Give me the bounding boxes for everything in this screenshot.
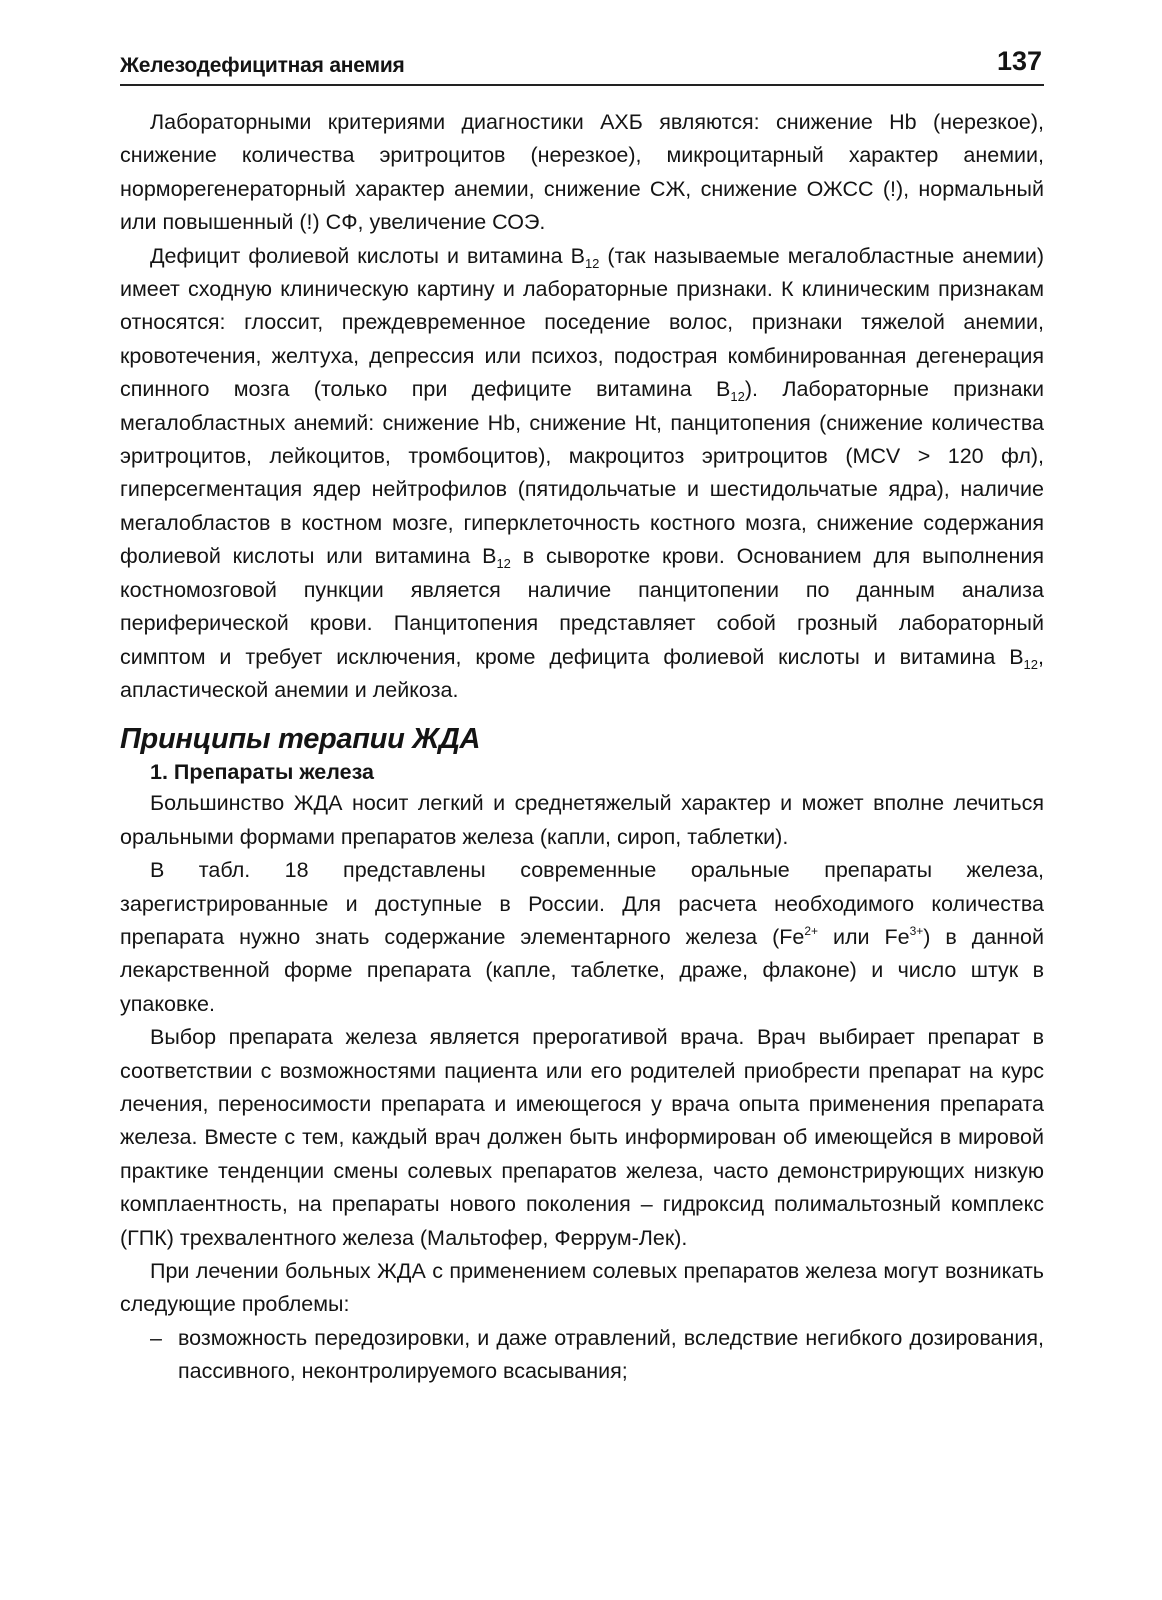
- text-run: Дефицит фолиевой кислоты и витамина B: [150, 243, 585, 268]
- superscript: 2+: [804, 923, 819, 938]
- text-run: (так называемые мегалобластные анемии) имеет сходную клиническую картину и лабораторные признаки. К клиническим признакам относятся: глоссит, преждевременное поседение волос, признаки тяжелой анемии, кровотечения, желтуха, депрессия или психоз, подострая комбинированная дегенерация спинного мозга (только при дефиците витамина B: [120, 243, 1045, 402]
- problems-list: [120, 1322, 1044, 1389]
- page-number: 137: [996, 46, 1042, 76]
- section-heading: Принципы терапии ЖДА: [120, 723, 481, 756]
- list-dash: –: [150, 1325, 162, 1350]
- text-run: , апластической анемии и лейкоза.: [120, 644, 1044, 702]
- text-run: в сыворотке крови. Основанием для выполнения костномозговой пункции является наличие панцитопении по данным анализа периферической крови. Панцитопения представляет собой грозный лабораторный симптом и требует исключения, кроме дефицита фолиевой кислоты и витамина B: [120, 544, 1044, 669]
- text-run: ). Лабораторные признаки мегалобластных анемий: снижение Hb, снижение Ht, панцитопения (снижение количества эритроцитов, лейкоцитов, тромбоцитов), макроцитоз эритроцитов (MCV > 120 фл), гиперсегментация ядер нейтрофилов (пятидольчатые и шестидольчатые ядра), наличие мегалобластов в костном мозге, гиперклеточность костного мозга, снижение содержания фолиевой кислоты или витамина B: [120, 377, 1044, 569]
- paragraph-drug-choice: Выбор препарата железа является прерогативой врача. Врач выбирает препарат в соответствии с возможностями пациента или его родителей приобрести препарат на курс лечения, переносимости препарата и имеющегося у врача опыта применения препарата железа. Вместе с тем, каждый врач должен быть информирован об имеющейся в мировой практике тенденции смены солевых препаратов железа, часто демонстрирующих низкую комплаентность, на препараты нового поколения – гидроксид полимальтозный комплекс (ГПК) трехвалентного железа (Мальтофер, Феррум-Лек).: [120, 1025, 1044, 1250]
- paragraph-megaloblastic-anemia: [120, 240, 1044, 708]
- superscript: 3+: [909, 923, 924, 938]
- page-body: [120, 106, 1044, 1389]
- subheading: 1. Препараты железа: [150, 760, 374, 785]
- subscript: 12: [730, 389, 745, 405]
- text-run: В табл. 18 представлены современные оральные препараты железа, зарегистрированные и доступные в России. Для расчета необходимого количества препарата нужно знать содержание элементарного железа (Fe: [120, 858, 1044, 949]
- subscript: 12: [1023, 656, 1039, 672]
- text-run: ) в данной лекарственной форме препарата (капле, таблетке, драже, флаконе) и число штук в упаковке.: [120, 924, 1044, 1016]
- list-item-text: возможность передозировки, и даже отравлений, вследствие негибкого дозирования, пассивного, неконтролируемого всасывания;: [178, 1325, 1044, 1384]
- subscript: 12: [496, 556, 511, 572]
- paragraph-ahb-criteria: Лабораторными критериями диагностики АХБ являются: снижение Hb (нерезкое), снижение количества эритроцитов (нерезкое), микроцитарный характер анемии, норморегенераторный характер анемии, снижение СЖ, снижение ОЖСС (!), нормальный или повышенный (!) СФ, увеличение СОЭ.: [120, 110, 1044, 235]
- list-item: [120, 1322, 1044, 1389]
- subscript: 12: [584, 255, 600, 271]
- page-header: [120, 44, 1044, 86]
- running-title: Железодефицитная анемия: [120, 54, 405, 77]
- paragraph-table-reference: [120, 854, 1044, 1021]
- paragraph-oral-forms: Большинство ЖДА носит легкий и среднетяжелый характер и может вполне лечиться оральными формами препаратов железа (капли, сироп, таблетки).: [120, 791, 1044, 849]
- text-run: или Fe: [818, 924, 910, 949]
- paragraph-salt-problems: При лечении больных ЖДА с применением солевых препаратов железа могут возникать следующие проблемы:: [120, 1259, 1044, 1317]
